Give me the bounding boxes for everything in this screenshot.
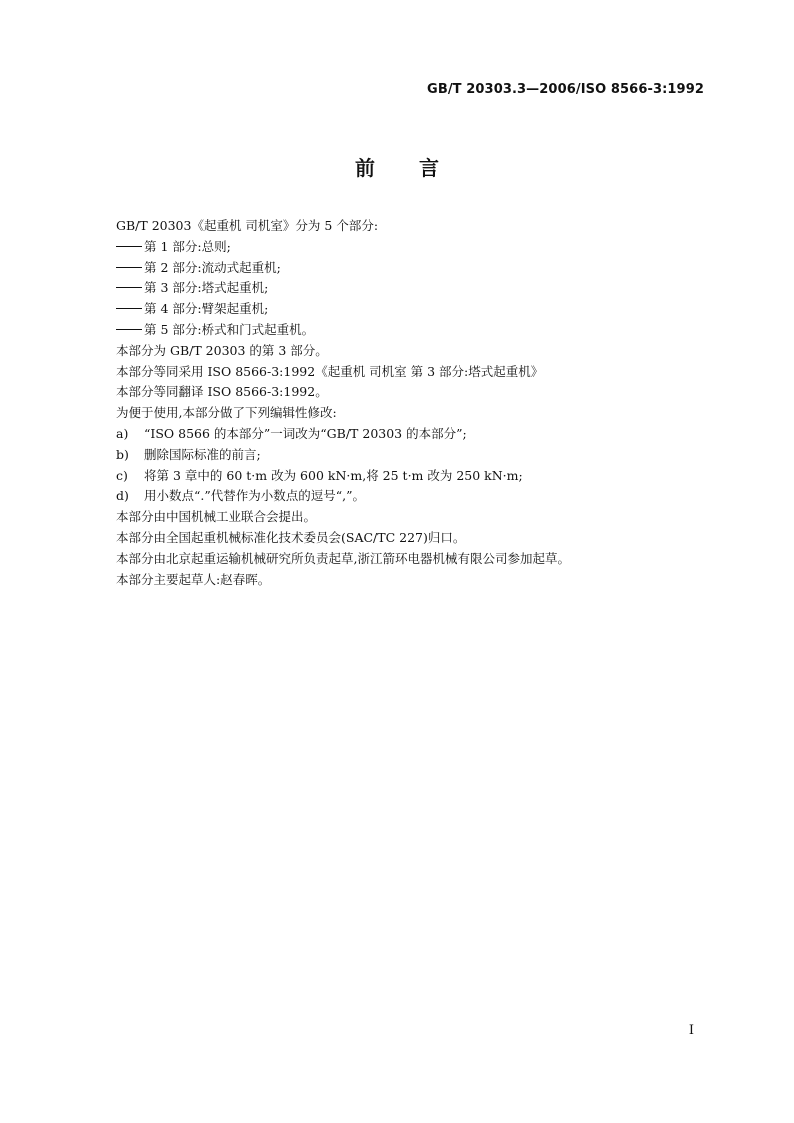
part-list-item <box>116 278 706 299</box>
paragraph: 本部分由中国机械工业联合会提出。 <box>116 509 317 525</box>
part-label: 第 2 部分:流动式起重机; <box>144 259 281 275</box>
modification-item <box>116 424 706 445</box>
part-list-item <box>116 258 706 279</box>
part-list-item <box>116 299 706 320</box>
intro-paragraph: GB/T 20303《起重机 司机室》分为 5 个部分: <box>116 218 379 233</box>
part-list-item <box>116 237 706 258</box>
item-text: 删除国际标准的前言; <box>144 446 261 462</box>
item-text: 将第 3 章中的 60 t·m 改为 600 kN·m,将 25 t·m 改为 250 kN·m; <box>144 467 523 483</box>
item-letter: d) <box>116 488 129 504</box>
dash-mark <box>116 287 142 288</box>
part-list-item <box>116 320 706 341</box>
modification-item <box>116 466 706 487</box>
part-label: 第 5 部分:桥式和门式起重机。 <box>144 321 315 337</box>
paragraph: 为便于使用,本部分做了下列编辑性修改: <box>116 405 337 421</box>
item-text: “ISO 8566 的本部分”一词改为“GB/T 20303 的本部分”; <box>144 425 467 441</box>
paragraph: 本部分由全国起重机械标准化技术委员会(SAC/TC 227)归口。 <box>116 529 466 545</box>
modification-item <box>116 445 706 466</box>
item-letter: a) <box>116 425 129 441</box>
item-text: 用小数点“.”代替作为小数点的逗号“,”。 <box>144 488 366 504</box>
part-label: 第 1 部分:总则; <box>144 238 231 254</box>
part-label: 第 3 部分:塔式起重机; <box>144 280 269 296</box>
modification-item <box>116 486 706 507</box>
dash-mark <box>116 329 142 330</box>
paragraph: 本部分主要起草人:赵春晖。 <box>116 571 271 587</box>
standard-number-header: GB/T 20303.3—2006/ISO 8566-3:1992 <box>427 82 704 97</box>
item-letter: b) <box>116 446 129 462</box>
dash-mark <box>116 267 142 268</box>
paragraph: 本部分为 GB/T 20303 的第 3 部分。 <box>116 342 328 358</box>
paragraph: 本部分等同翻译 ISO 8566-3:1992。 <box>116 384 328 400</box>
page-title: 前言 <box>355 156 483 180</box>
foreword-body <box>116 216 706 590</box>
paragraph: 本部分等同采用 ISO 8566-3:1992《起重机 司机室 第 3 部分:塔式起重机》 <box>116 363 544 379</box>
page-number: I <box>688 1023 694 1038</box>
paragraph: 本部分由北京起重运输机械研究所负责起草,浙江箭环电器机械有限公司参加起草。 <box>116 550 570 566</box>
part-label: 第 4 部分:臂架起重机; <box>144 301 269 317</box>
dash-mark <box>116 308 142 309</box>
item-letter: c) <box>116 467 128 483</box>
dash-mark <box>116 246 142 247</box>
